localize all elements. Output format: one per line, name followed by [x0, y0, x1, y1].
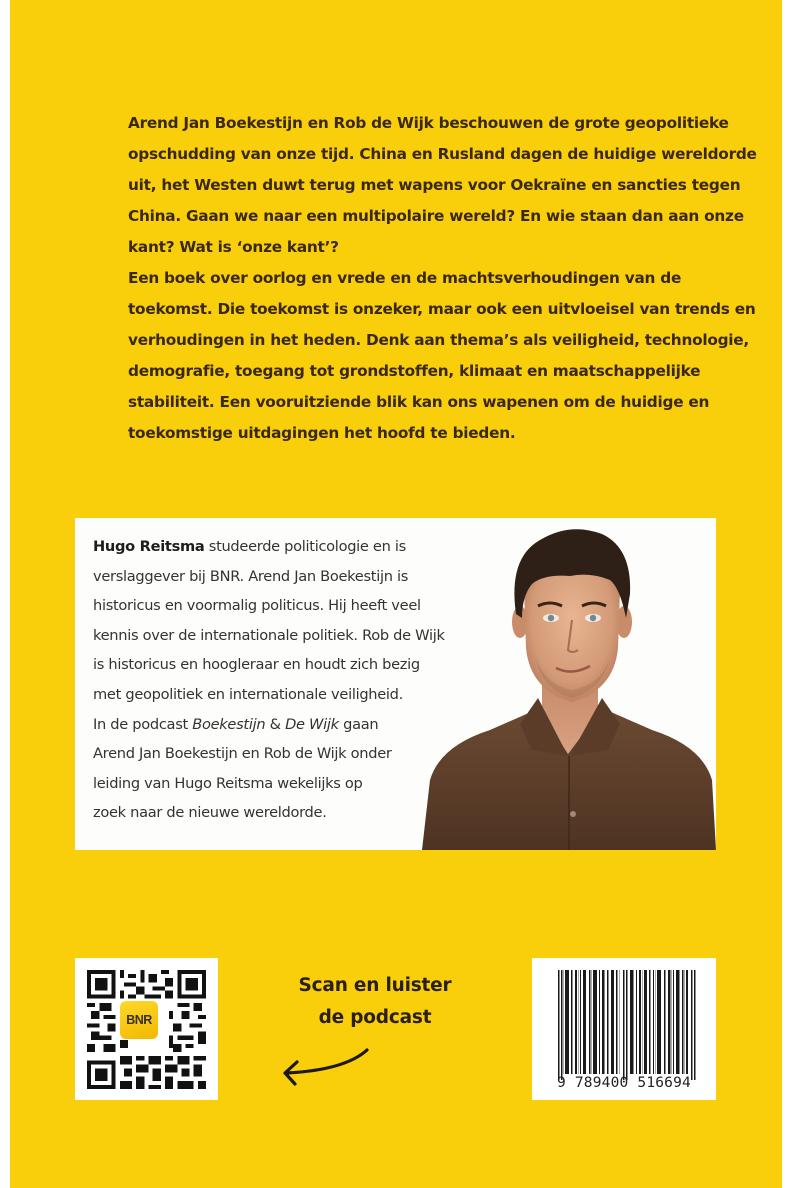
- isbn-barcode-panel: [532, 958, 716, 1100]
- blurb-line: Een boek over oorlog en vrede en de machtsverhoudingen van de: [128, 269, 682, 287]
- bio-line: [93, 710, 433, 740]
- bio-line: zoek naar de nieuwe wereldorde.: [93, 804, 327, 822]
- author-photo: [420, 518, 716, 850]
- bio-line: [93, 532, 433, 562]
- scan-call-to-action: [280, 970, 470, 1034]
- blurb-line: China. Gaan we naar een multipolaire wereld? En wie staan dan aan onze: [128, 207, 744, 225]
- barcode-icon: [558, 970, 698, 1080]
- arrow-left-curved-icon: [275, 1040, 375, 1090]
- podcast-name-part1: Boekestijn: [192, 715, 266, 733]
- bnr-logo: BNR: [120, 1001, 158, 1039]
- podcast-amp: &: [265, 715, 286, 733]
- bio-line: kennis over de internationale politiek. Rob de Wijk: [93, 626, 445, 644]
- cta-line-2: de podcast: [318, 1007, 432, 1028]
- isbn-number: 9 789400 516694: [557, 1075, 691, 1091]
- blurb-line: demografie, toegang tot grondstoffen, klimaat en maatschappelijke: [128, 362, 701, 380]
- podcast-name-part2: De Wijk: [285, 715, 339, 733]
- blurb-line: toekomstige uitdagingen het hoofd te bieden.: [128, 424, 516, 442]
- blurb-line: kant? Wat is ‘onze kant’?: [128, 238, 339, 256]
- author-bio-panel: [75, 518, 716, 850]
- blurb-line: toekomst. Die toekomst is onzeker, maar ook een uitvloeisel van trends en: [128, 300, 756, 318]
- bio-line: historicus en voormalig politicus. Hij heeft veel: [93, 597, 421, 615]
- bio-line: leiding van Hugo Reitsma wekelijks op: [93, 774, 363, 792]
- bio-line: verslaggever bij BNR. Arend Jan Boekestijn is: [93, 567, 409, 585]
- bio-line: met geopolitiek en internationale veiligheid.: [93, 685, 403, 703]
- qr-code-panel[interactable]: [75, 958, 218, 1100]
- blurb-text: [128, 108, 757, 449]
- bio-text: [93, 532, 445, 828]
- podcast-suffix: gaan: [338, 715, 379, 733]
- blurb-line: uit, het Westen duwt terug met wapens voor Oekraïne en sancties tegen: [128, 176, 741, 194]
- podcast-prefix: In de podcast: [93, 715, 193, 733]
- author-name: Hugo Reitsma: [93, 538, 205, 555]
- bio-line: Arend Jan Boekestijn en Rob de Wijk onder: [93, 745, 392, 763]
- blurb-line: verhoudingen in het heden. Denk aan thema’s als veiligheid, technologie,: [128, 331, 749, 349]
- blurb-line: stabiliteit. Een vooruitziende blik kan ons wapenen om de huidige en: [128, 393, 710, 411]
- blurb-line: opschudding van onze tijd. China en Rusland dagen de huidige wereldorde: [128, 145, 757, 163]
- bio-line: is historicus en hoogleraar en houdt zich bezig: [93, 656, 420, 674]
- blurb-line: Arend Jan Boekestijn en Rob de Wijk beschouwen de grote geopolitieke: [128, 114, 729, 132]
- bio-line-rest: studeerde politicologie en is: [204, 538, 406, 555]
- cta-line-1: Scan en luister: [298, 975, 452, 996]
